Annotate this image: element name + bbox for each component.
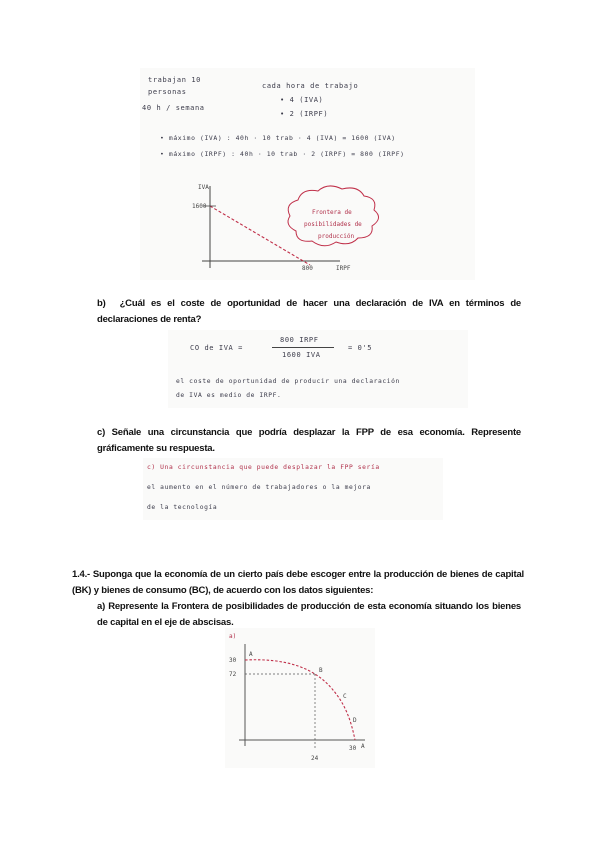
photo4-label: a) bbox=[229, 633, 237, 640]
answer-c-line3: de la tecnología bbox=[147, 504, 218, 511]
point-c-label: C bbox=[343, 693, 347, 700]
note-bullet-irpf: • 2 (IRPF) bbox=[280, 110, 329, 118]
handwritten-notes-photo-3 bbox=[143, 458, 443, 520]
co-numerator: 800 IRPF bbox=[280, 336, 319, 344]
cloud-text-line3: producción bbox=[318, 233, 355, 240]
y-tick-top: 30 bbox=[229, 657, 237, 664]
note-bullet-iva: • 4 (IVA) bbox=[280, 96, 324, 104]
fpp-line bbox=[210, 206, 310, 265]
fraction-bar bbox=[272, 347, 334, 348]
y-tick-mid: 72 bbox=[229, 671, 237, 678]
handwritten-notes-photo-2 bbox=[168, 330, 468, 408]
co-answer-line1: el coste de oportunidad de producir una declaración bbox=[176, 378, 400, 385]
answer-c-line1: c) Una circunstancia que puede desplazar la FPP sería bbox=[147, 464, 380, 471]
calc-max-irpf: • máximo (IRPF) : 40h · 10 trab · 2 (IRPF) = 800 (IRPF) bbox=[160, 150, 405, 158]
note-workers-line3: 40 h / semana bbox=[142, 104, 205, 112]
fpp-curve-photo bbox=[225, 628, 375, 768]
question-1-4-number: 1.4.- bbox=[72, 569, 91, 580]
fpp-curve bbox=[245, 660, 355, 740]
co-result: = 0'5 bbox=[348, 344, 373, 352]
fpp-curve-graph bbox=[225, 628, 375, 768]
x-intercept-label: 800 bbox=[302, 265, 313, 272]
question-c: c) Señale una circunstancia que podría desplazar la FPP de esa economía. Represente gráficamente su respuesta. bbox=[97, 427, 521, 454]
co-answer-line2: de IVA es medio de IRPF. bbox=[176, 392, 282, 399]
y-intercept-label: 1600 bbox=[192, 203, 207, 210]
y-axis-label: IVA bbox=[198, 184, 209, 191]
answer-c-line2: el aumento en el número de trabajadores o la mejora bbox=[147, 484, 371, 491]
x-axis-label: IRPF bbox=[336, 265, 351, 272]
x-tick-end: 30 bbox=[349, 745, 357, 752]
point-a-label: A bbox=[249, 651, 253, 658]
question-b-label: b) bbox=[97, 298, 106, 309]
question-b-text: ¿Cuál es el coste de oportunidad de hacer una declaración de IVA en términos de declaraciones de renta? bbox=[97, 298, 521, 325]
note-workers-line1: trabajan 10 bbox=[148, 76, 201, 84]
fpp-sketch-graph bbox=[140, 68, 475, 280]
question-1-4 bbox=[72, 567, 524, 599]
x-tick-mid: 24 bbox=[311, 755, 319, 762]
co-label: CO de IVA = bbox=[190, 344, 243, 352]
note-workers-line2: personas bbox=[148, 88, 187, 96]
question-1-4-text: Suponga que la economía de un cierto país debe escoger entre la producción de bienes de capital (BK) y bienes de consumo (BC), de acuerdo con los datos siguientes: bbox=[72, 569, 524, 596]
co-denominator: 1600 IVA bbox=[282, 351, 321, 359]
question-1-4-part-a: a) Represente la Frontera de posibilidades de producción de esta economía situando los bienes de capital en el eje de abscisas. bbox=[97, 601, 521, 628]
handwritten-notes-photo-1 bbox=[140, 68, 475, 280]
note-hour-line: cada hora de trabajo bbox=[262, 82, 359, 90]
x-axis-a-label: A bbox=[361, 743, 365, 750]
calc-max-iva: • máximo (IVA) : 40h · 10 trab · 4 (IVA) = 1600 (IVA) bbox=[160, 134, 396, 142]
cloud-text-line2: posibilidades de bbox=[304, 221, 362, 228]
cloud-text-line1: Frontera de bbox=[312, 209, 352, 216]
question-b bbox=[97, 296, 521, 328]
point-b-label: B bbox=[319, 667, 323, 674]
point-d-label: D bbox=[353, 717, 357, 724]
